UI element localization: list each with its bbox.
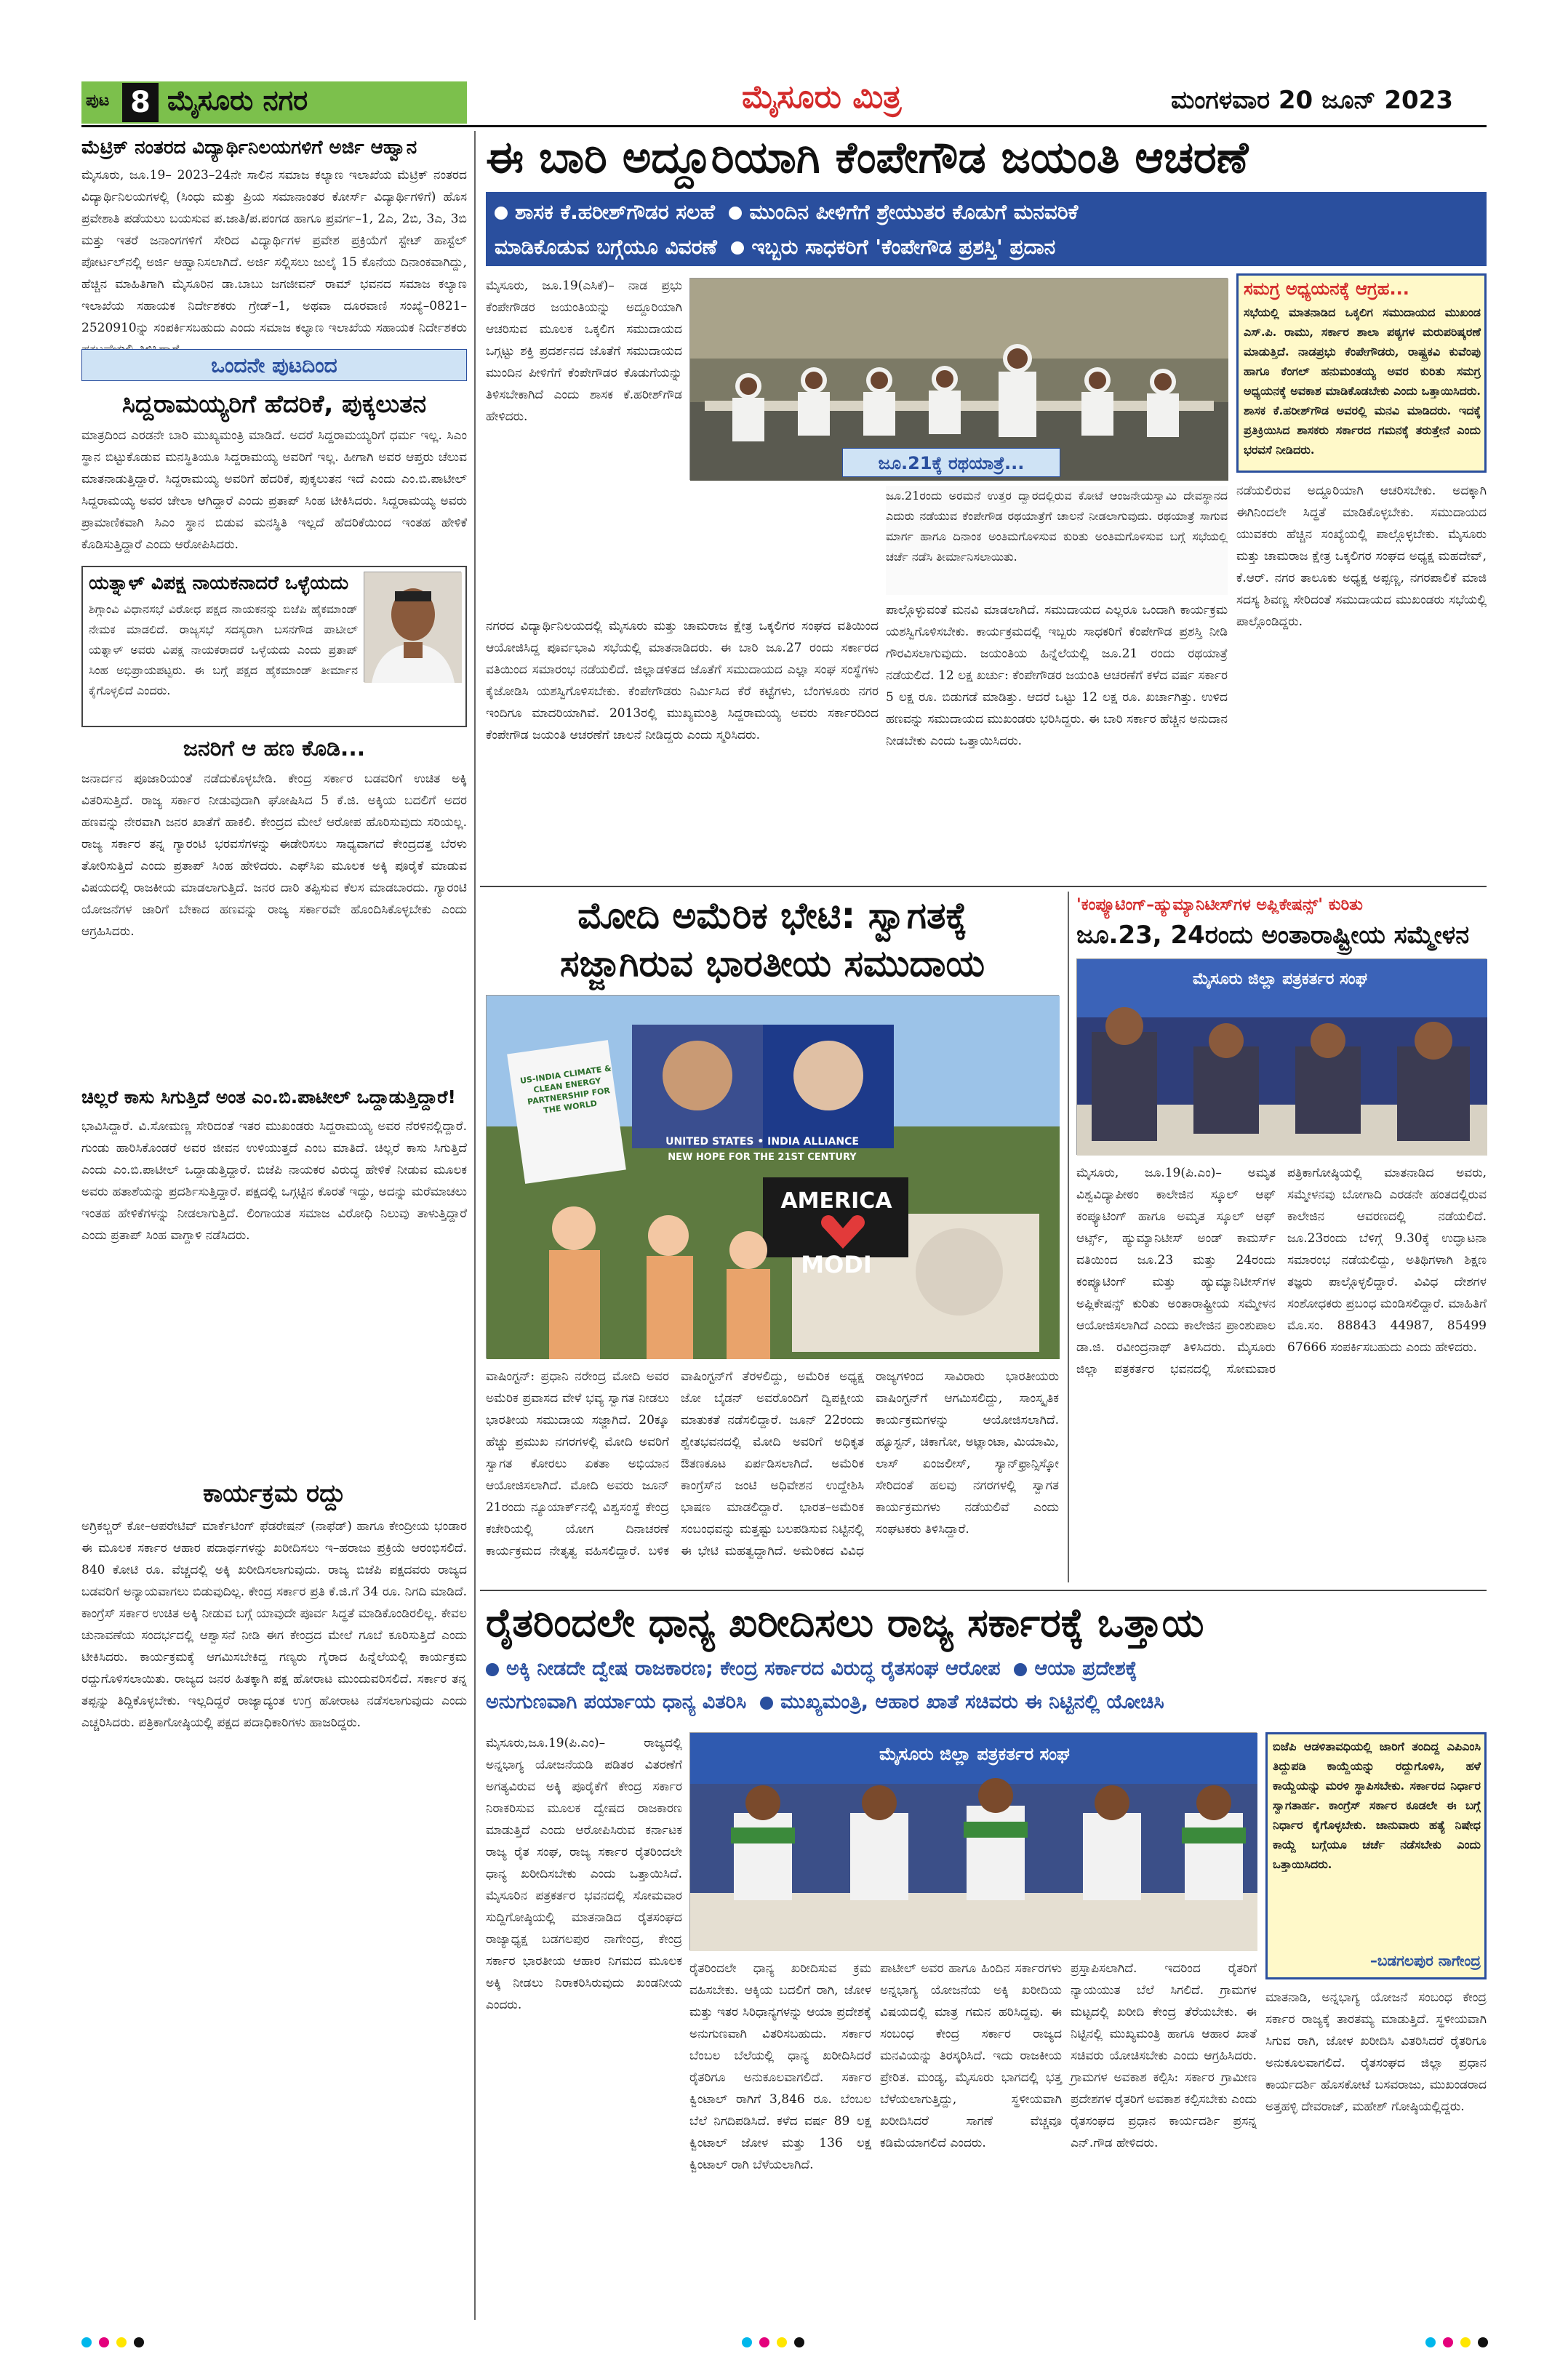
registration-dot-magenta <box>99 2337 109 2347</box>
story6-body: ಅಗ್ರಿಕಲ್ಚರ್ ಕೋ–ಆಪರೇಟಿವ್ ಮಾರ್ಕೆಟಿಂಗ್ ಫೆಡರೇಷನ್ (ನಾಫೆಡ್) ಹಾಗೂ ಕೇಂದ್ರೀಯ ಭಂಡಾರ ಈ ಮೂಲಕ ಸರ್ಕಾರ ಆಹಾರ ಪದಾರ್ಥಗಳನ್ನು ಖರೀದಿಸಲು ಇ–ಹರಾಜು ಪ್ರಕ್ರಿಯೆ ಆರಂಭಿಸಲಿದೆ. 840 ಕೋಟಿ ರೂ. ವೆಚ್ಚದಲ್ಲಿ ಅಕ್ಕಿ ಖರೀದಿಸಲಾಗುವುದು. ರಾಜ್ಯ ಬಿಜೆಪಿ ಪಕ್ಷದವರು ರಾಜ್ಯದ ಬಡವರಿಗೆ ಅನ್ಯಾಯವಾಗಲು ಬಿಡುವುದಿಲ್ಲ. ಕೇಂದ್ರ ಸರ್ಕಾರ ಪ್ರತಿ ಕೆ.ಜಿ.ಗೆ 34 ರೂ. ನಿಗದಿ ಮಾಡಿದೆ. ಕಾಂಗ್ರೆಸ್ ಸರ್ಕಾರ ಉಚಿತ ಅಕ್ಕಿ ನೀಡುವ ಬಗ್ಗೆ ಯಾವುದೇ ಪೂರ್ವ ಸಿದ್ಧತೆ ಮಾಡಿಕೊಂಡಿರಲಿಲ್ಲ. ಕೇವಲ ಚುನಾವಣೆಯ ಸಂದರ್ಭದಲ್ಲಿ ಆಶ್ವಾಸನೆ ನೀಡಿ ಈಗ ಕೇಂದ್ರದ ಮೇಲೆ ಗೂಬೆ ಕೂರಿಸುತ್ತಿದೆ ಎಂದು ಟೀಕಿಸಿದರು. ಕಾರ್ಯಕ್ರಮಕ್ಕೆ ಆಗಮಿಸಬೇಕಿದ್ದ ಗಣ್ಯರು ಗೈರಾದ ಹಿನ್ನೆಲೆಯಲ್ಲಿ ಕಾರ್ಯಕ್ರಮ ರದ್ದುಗೊಳಿಸಲಾಯಿತು. ರಾಜ್ಯದ ಜನರ ಹಿತಕ್ಕಾಗಿ ಪಕ್ಷ ಹೋರಾಟ ಮುಂದುವರಿಸಲಿದೆ. ಸರ್ಕಾರ ತನ್ನ ತಪ್ಪನ್ನು ತಿದ್ದಿಕೊಳ್ಳಬೇಕು. ಇಲ್ಲದಿದ್ದರೆ ರಾಜ್ಯಾದ್ಯಂತ ಉಗ್ರ ಹೋರಾಟ ನಡೆಸಲಾಗುವುದು ಎಂದು ಎಚ್ಚರಿಸಿದರು. ಪತ್ರಿಕಾಗೋಷ್ಠಿಯಲ್ಲಿ ಪಕ್ಷದ ಪದಾಧಿಕಾರಿಗಳು ಹಾಜರಿದ್ದರು. <box>81 1519 467 1730</box>
farmer-photo-banner: ಮೈಸೂರು ಜಿಲ್ಲಾ ಪತ್ರಕರ್ತರ ಸಂಘ <box>879 1744 1070 1764</box>
newspaper-logo: ಮೈಸೂರು ಮಿತ್ರ <box>742 79 902 116</box>
registration-dot-black <box>134 2337 144 2347</box>
placard-america: AMERICA <box>780 1188 892 1214</box>
story3-headline: ಯತ್ನಾಳ್ ವಿಪಕ್ಷ ನಾಯಕನಾದರೆ ಒಳ್ಳೆಯದು <box>89 572 349 594</box>
farmer-col2: ರೈತರಿಂದಲೇ ಧಾನ್ಯ ಖರೀದಿಸುವ ಕ್ರಮ ವಹಿಸಬೇಕು. ಆಕ್ಕಿಯ ಬದಲಿಗೆ ರಾಗಿ, ಜೋಳ ಮತ್ತು ಇತರ ಸಿರಿಧಾನ್ಯಗಳನ್ನು ಆಯಾ ಪ್ರದೇಶಕ್ಕೆ ಅನುಗುಣವಾಗಿ ವಿತರಿಸಬಹುದು. ಸರ್ಕಾರ ಬೆಂಬಲ ಬೆಲೆಯಲ್ಲಿ ಧಾನ್ಯ ಖರೀದಿಸಿದರೆ ರೈತರಿಗೂ ಅನುಕೂಲವಾಗಲಿದೆ. ಸರ್ಕಾರ ಕ್ವಿಂಟಾಲ್ ರಾಗಿಗೆ 3,846 ರೂ. ಬೆಂಬಲ ಬೆಲೆ ನಿಗದಿಪಡಿಸಿದೆ. ಕಳೆದ ವರ್ಷ 89 ಲಕ್ಷ ಕ್ವಿಂಟಾಲ್ ಜೋಳ ಮತ್ತು 136 ಲಕ್ಷ ಕ್ವಿಂಟಾಲ್ ರಾಗಿ ಬೆಳೆಯಲಾಗಿದೆ. <box>689 1961 871 2172</box>
top-story-bottom-rule <box>480 886 1487 887</box>
sidebar-tail: ನಡೆಯಲಿರುವ ಅದ್ದೂರಿಯಾಗಿ ಆಚರಿಸಬೇಕು. ಅದಕ್ಕಾಗಿ ಈಗಿನಿಂದಲೇ ಸಿದ್ಧತೆ ಮಾಡಿಕೊಳ್ಳಬೇಕು. ಸಮುದಾಯದ ಯುವಕರು ಹೆಚ್ಚಿನ ಸಂಖ್ಯೆಯಲ್ಲಿ ಪಾಲ್ಗೊಳ್ಳಬೇಕು. ಮೈಸೂರು ಮತ್ತು ಚಾಮರಾಜ ಕ್ಷೇತ್ರ ಒಕ್ಕಲಿಗರ ಸಂಘದ ಅಧ್ಯಕ್ಷ ಮಹದೇವ್, ಕೆ.ಆರ್. ನಗರ ತಾಲೂಕು ಅಧ್ಯಕ್ಷ ಅಪ್ಪಣ್ಣ, ನಗರಪಾಲಿಕೆ ಮಾಜಿ ಸದಸ್ಯ ಶಿವಣ್ಣ ಸೇರಿದಂತೆ ಸಮುದಾಯದ ಮುಖಂಡರು ಸಭೆಯಲ್ಲಿ ಪಾಲ್ಗೊಂಡಿದ್ದರು. <box>1236 484 1487 629</box>
placard-modi: MODI <box>801 1251 872 1278</box>
registration-dot-black-3 <box>1478 2337 1488 2347</box>
registration-dot-yellow <box>116 2337 127 2347</box>
top-story-col3: ಪಾಲ್ಗೊಳ್ಳುವಂತೆ ಮನವಿ ಮಾಡಲಾಗಿದೆ. ಸಮುದಾಯದ ಎಲ್ಲರೂ ಒಂದಾಗಿ ಕಾರ್ಯಕ್ರಮ ಯಶಸ್ವಿಗೊಳಿಸಬೇಕು. ಕಾರ್ಯಕ್ರಮದಲ್ಲಿ ಇಬ್ಬರು ಸಾಧಕರಿಗೆ ಕೆಂಪೇಗೌಡ ಪ್ರಶಸ್ತಿ ನೀಡಿ ಗೌರವಿಸಲಾಗುವುದು. ಜಯಂತಿಯ ಹಿನ್ನೆಲೆಯಲ್ಲಿ ಜೂ.21 ರಂದು ರಥಯಾತ್ರೆ ನಡೆಯಲಿದೆ. 12 ಲಕ್ಷ ಖರ್ಚು: ಕೆಂಪೇಗೌಡರ ಜಯಂತಿ ಆಚರಣೆಗೆ ಕಳೆದ ವರ್ಷ ಸರ್ಕಾರ 5 ಲಕ್ಷ ರೂ. ಬಿಡುಗಡೆ ಮಾಡಿತ್ತು. ಆದರೆ ಒಟ್ಟು 12 ಲಕ್ಷ ರೂ. ಖರ್ಚಾಗಿತ್ತು. ಉಳಿದ ಹಣವನ್ನು ಸಮುದಾಯದ ಮುಖಂಡರು ಭರಿಸಿದ್ದರು. ಈ ಬಾರಿ ಸರ್ಕಾರ ಹೆಚ್ಚಿನ ಅನುದಾನ ನೀಡಬೇಕು ಎಂದು ಒತ್ತಾಯಿಸಿದರು. <box>886 603 1228 748</box>
registration-dot-black-2 <box>794 2337 804 2347</box>
farmer-press-photo <box>689 1732 1257 1950</box>
rally-photo <box>486 995 1059 1358</box>
farmer-deck-item-3: ಮುಖ್ಯಮಂತ್ರಿ, ಆಹಾರ ಖಾತೆ ಸಚಿವರು ಈ ನಿಟ್ಟಿನಲ್ಲಿ ಯೋಚಿಸಿ <box>780 1691 1164 1713</box>
conf-headline: ಜೂ.23, 24ರಂದು ಅಂತಾರಾಷ್ಟ್ರೀಯ ಸಮ್ಮೇಳನ <box>1076 921 1470 950</box>
photo-caption-label: ಜೂ.21ಕ್ಕೆ ರಥಯಾತ್ರೆ... <box>842 448 1060 477</box>
story6-headline: ಕಾರ್ಯಕ್ರಮ ರದ್ದು <box>202 1479 346 1508</box>
front-page-strip: ಒಂದನೇ ಪುಟದಿಂದ <box>81 349 467 381</box>
top-story-intro: ಮೈಸೂರು, ಜೂ.19(ಎಸಿಕೆ)– ನಾಡ ಪ್ರಭು ಕೆಂಪೇಗೌಡರ ಜಯಂತಿಯನ್ನು ಅದ್ದೂರಿಯಾಗಿ ಆಚರಿಸುವ ಮೂಲಕ ಒಕ್ಕಲಿಗ ಸಮುದಾಯದ ಒಗ್ಗಟ್ಟು ಶಕ್ತಿ ಪ್ರದರ್ಶನದ ಜೊತೆಗೆ ಸಮುದಾಯದ ಮುಂದಿನ ಪೀಳಿಗೆಗೆ ಕೆಂಪೇಗೌಡರ ಕೊಡುಗೆಯನ್ನು ತಿಳಿಸಬೇಕಾಗಿದೆ ಎಂದು ಶಾಸಕ ಕೆ.ಹರೀಶ್‌ಗೌಡ ಹೇಳಿದರು. <box>486 279 682 424</box>
farmer-col3: ಪಾಟೀಲ್ ಅವರ ಹಾಗೂ ಹಿಂದಿನ ಸರ್ಕಾರಗಳು ಅನ್ನಭಾಗ್ಯ ಯೋಜನೆಯ ಅಕ್ಕಿ ಖರೀದಿಯ ವಿಷಯದಲ್ಲಿ ಮಾತ್ರ ಗಮನ ಹರಿಸಿದ್ದವು. ಈ ಸಂಬಂಧ ಕೇಂದ್ರ ಸರ್ಕಾರ ರಾಜ್ಯದ ಮನವಿಯನ್ನು ತಿರಸ್ಕರಿಸಿದೆ. ಇದು ರಾಜಕೀಯ ಪ್ರೇರಿತ. ಮಂಡ್ಯ, ಮೈಸೂರು ಭಾಗದಲ್ಲಿ ಭತ್ತ ಬೆಳೆಯಲಾಗುತ್ತಿದ್ದು, ಸ್ಥಳೀಯವಾಗಿ ಖರೀದಿಸಿದರೆ ಸಾಗಣೆ ವೆಚ್ಚವೂ ಕಡಿಮೆಯಾಗಲಿದೆ ಎಂದರು. <box>880 1961 1062 2150</box>
conf-kicker: 'ಕಂಪ್ಯೂಟಿಂಗ್–ಹ್ಯುಮ್ಯಾನಿಟೀಸ್‌ಗಳ ಅಪ್ಲಿಕೇಷನ್ಸ್' ಕುರಿತು <box>1076 896 1363 914</box>
top-story-caption-text: ಜೂ.21ರಂದು ಅರಮನೆ ಉತ್ತರ ದ್ವಾರದಲ್ಲಿರುವ ಕೋಟೆ ಆಂಜನೇಯಸ್ವಾಮಿ ದೇವಸ್ಥಾನದ ಎದುರು ನಡೆಯುವ ಕೆಂಪೇಗೌಡ ರಥಯಾತ್ರೆಗೆ ಚಾಲನೆ ನೀಡಲಾಗುವುದು. ರಥಯಾತ್ರೆ ಸಾಗುವ ಮಾರ್ಗ ಹಾಗೂ ದಿನಾಂಕ ಅಂತಿಮಗೊಳಿಸುವ ಕುರಿತು ಅಂತಿಮಗೊಳಿಸುವ ಬಗ್ಗೆ ಸಭೆಯಲ್ಲಿ ಚರ್ಚೆ ನಡೆಸಿ ತೀರ್ಮಾನಿಸಲಾಯಿತು. <box>886 486 1228 595</box>
modi-headline-line1: ಮೋದಿ ಅಮೆರಿಕ ಭೇಟಿ: ಸ್ವಾಗತಕ್ಕೆ <box>577 894 967 937</box>
banner-subtext: NEW HOPE FOR THE 21ST CENTURY <box>668 1152 857 1163</box>
story3-body: ಶಿಗ್ಗಾಂವಿ ವಿಧಾನಸಭೆ ವಿರೋಧ ಪಕ್ಷದ ನಾಯಕನನ್ನು ಬಿಜೆಪಿ ಹೈಕಮಾಂಡ್ ನೇಮಕ ಮಾಡಲಿದೆ. ರಾಜ್ಯಸಭೆ ಸದಸ್ಯರಾಗಿ ಬಸನಗೌಡ ಪಾಟೀಲ್ ಯತ್ನಾಳ್ ಅವರು ವಿಪಕ್ಷ ನಾಯಕರಾದರೆ ಒಳ್ಳೆಯದು ಎಂದು ಪ್ರತಾಪ್ ಸಿಂಹ ಅಭಿಪ್ರಾಯಪಟ್ಟರು. ಈ ಬಗ್ಗೆ ಪಕ್ಷದ ಹೈಕಮಾಂಡ್ ತೀರ್ಮಾನ ಕೈಗೊಳ್ಳಲಿದೆ ಎಂದರು. <box>89 602 358 697</box>
registration-dot-cyan-3 <box>1425 2337 1436 2347</box>
masthead-rule <box>81 125 1487 127</box>
page-label: ಪುಟ <box>86 92 110 110</box>
sidebar-headline: ಸಮಗ್ರ ಅಧ್ಯಯನಕ್ಕೆ ಆಗ್ರಹ... <box>1244 279 1409 299</box>
registration-dot-cyan <box>81 2337 92 2347</box>
issue-date: ಮಂಗಳವಾರ 20 ಜೂನ್ 2023 <box>1171 86 1453 115</box>
story1-headline: ಮೆಟ್ರಿಕ್ ನಂತರದ ವಿದ್ಯಾರ್ಥಿನಿಲಯಗಳಿಗೆ ಅರ್ಜಿ ಆಹ್ವಾನ <box>81 137 417 159</box>
farmer-col4: ಪ್ರಸ್ತಾಪಿಸಲಾಗಿದೆ. ಇದರಿಂದ ರೈತರಿಗೆ ನ್ಯಾಯಯುತ ಬೆಲೆ ಸಿಗಲಿದೆ. ಗ್ರಾಮಗಳ ಮಟ್ಟದಲ್ಲಿ ಖರೀದಿ ಕೇಂದ್ರ ತೆರೆಯಬೇಕು. ಈ ನಿಟ್ಟಿನಲ್ಲಿ ಮುಖ್ಯಮಂತ್ರಿ ಹಾಗೂ ಆಹಾರ ಖಾತೆ ಸಚಿವರು ಯೋಚಿಸಬೇಕು ಎಂದು ಆಗ್ರಹಿಸಿದರು. ಗ್ರಾಮಗಳ ಅವಕಾಶ ಕಲ್ಪಿಸಿ: ಸರ್ಕಾರ ಗ್ರಾಮೀಣ ಪ್ರದೇಶಗಳ ರೈತರಿಗೆ ಅವಕಾಶ ಕಲ್ಪಿಸಬೇಕು ಎಂದು ರೈತಸಂಘದ ಪ್ರಧಾನ ಕಾರ್ಯದರ್ಶಿ ಪ್ರಸನ್ನ ಎನ್.ಗೌಡ ಹೇಳಿದರು. <box>1071 1961 1257 2150</box>
farmer-sidebar-tail: ಮಾತನಾಡಿ, ಅನ್ನಭಾಗ್ಯ ಯೋಜನೆ ಸಂಬಂಧ ಕೇಂದ್ರ ಸರ್ಕಾರ ರಾಜ್ಯಕ್ಕೆ ತಾರತಮ್ಯ ಮಾಡುತ್ತಿದೆ. ಸ್ಥಳೀಯವಾಗಿ ಸಿಗುವ ರಾಗಿ, ಜೋಳ ಖರೀದಿಸಿ ವಿತರಿಸಿದರೆ ರೈತರಿಗೂ ಅನುಕೂಲವಾಗಲಿದೆ. ರೈತಸಂಘದ ಜಿಲ್ಲಾ ಪ್ರಧಾನ ಕಾರ್ಯದರ್ಶಿ ಹೊಸಕೋಟೆ ಬಸವರಾಜು, ಮುಖಂಡರಾದ ಅತ್ತಹಳ್ಳಿ ದೇವರಾಜ್, ಮಹೇಶ್ ಗೋಷ್ಠಿಯಲ್ಲಿದ್ದರು. <box>1265 1990 1487 2114</box>
registration-dot-cyan-2 <box>742 2337 752 2347</box>
registration-dot-yellow-2 <box>777 2337 787 2347</box>
farmer-sidebar-signoff: –ಬಡಗಲಪುರ ನಾಗೇಂದ್ರ <box>1369 1952 1481 1969</box>
left-column-divider <box>474 131 476 2320</box>
top-story-col2: ನಗರದ ವಿದ್ಯಾರ್ಥಿನಿಲಯದಲ್ಲಿ ಮೈಸೂರು ಮತ್ತು ಚಾಮರಾಜ ಕ್ಷೇತ್ರ ಒಕ್ಕಲಿಗರ ಸಂಘದ ವತಿಯಿಂದ ಆಯೋಜಿಸಿದ್ದ ಪೂರ್ವಭಾವಿ ಸಭೆಯಲ್ಲಿ ಮಾತನಾಡಿದರು. ಈ ಬಾರಿ ಜೂ.27 ರಂದು ಸರ್ಕಾರದ ವತಿಯಿಂದ ಸಮಾರಂಭ ನಡೆಯಲಿದೆ. ಜಿಲ್ಲಾಡಳಿತದ ಜೊತೆಗೆ ಸಮುದಾಯದ ಎಲ್ಲಾ ಸಂಘ ಸಂಸ್ಥೆಗಳು ಕೈಜೋಡಿಸಿ ಯಶಸ್ವಿಗೊಳಿಸಬೇಕು. ಕೆಂಪೇಗೌಡರು ನಿರ್ಮಿಸಿದ ಕೆರೆ ಕಟ್ಟೆಗಳು, ಬೆಂಗಳೂರು ನಗರ ಇಂದಿಗೂ ಮಾದರಿಯಾಗಿವೆ. 2013ರಲ್ಲಿ ಮುಖ್ಯಮಂತ್ರಿ ಸಿದ್ದರಾಮಯ್ಯ ಅವರು ಸರ್ಕಾರದಿಂದ ಕೆಂಪೇಗೌಡ ಜಯಂತಿ ಆಚರಣೆಗೆ ಚಾಲನೆ ನೀಡಿದ್ದರು ಎಂದು ಸ್ಮರಿಸಿದರು. <box>486 619 879 742</box>
story5-headline: ಚಿಲ್ಲರೆ ಕಾಸು ಸಿಗುತ್ತಿದೆ ಅಂತ ಎಂ.ಬಿ.ಪಾಟೀಲ್ ಒದ್ದಾಡುತ್ತಿದ್ದಾರೆ! <box>81 1086 456 1108</box>
story1-body: ಮೈಸೂರು, ಜೂ.19– 2023–24ನೇ ಸಾಲಿನ ಸಮಾಜ ಕಲ್ಯಾಣ ಇಲಾಖೆಯ ಮೆಟ್ರಿಕ್ ನಂತರದ ವಿದ್ಯಾರ್ಥಿನಿಲಯಗಳಲ್ಲಿ (ಸಿಂಧು ಮತ್ತು ಪ್ರಿಯ ಸಮಾನಾಂತರ ಕೋರ್ಸ್ ವಿದ್ಯಾರ್ಥಿಗಳಿಗೆ) ಹೊಸ ಪ್ರವೇಶಾತಿ ಪಡೆಯಲು ಬಯಸುವ ಪ.ಜಾತಿ/ಪ.ಪಂಗಡ ಹಾಗೂ ಪ್ರವರ್ಗ–1, 2ಎ, 2ಬಿ, 3ಎ, 3ಬಿ ಮತ್ತು ಇತರೆ ಜನಾಂಗಗಳಿಗೆ ಸೇರಿದ ವಿದ್ಯಾರ್ಥಿಗಳ ಪ್ರವೇಶ ಪ್ರಕ್ರಿಯೆಗೆ ಸ್ಟೇಟ್ ಹಾಸ್ಟೆಲ್ ಪೋರ್ಟಲ್‌ನಲ್ಲಿ ಅರ್ಜಿ ಆಹ್ವಾನಿಸಲಾಗಿದೆ. ಅರ್ಜಿ ಸಲ್ಲಿಸಲು ಜುಲೈ 15 ಕೊನೆಯ ದಿನಾಂಕವಾಗಿದ್ದು, ಹೆಚ್ಚಿನ ಮಾಹಿತಿಗಾಗಿ ಮೈಸೂರಿನ ಡಾ.ಬಾಬು ಜಗಜೀವನ್ ರಾಮ್ ಭವನದ ಸಮಾಜ ಕಲ್ಯಾಣ ಇಲಾಖೆಯ ಸಹಾಯಕ ನಿರ್ದೇಶಕರು ಗ್ರೇಡ್–1, ಅಥವಾ ದೂರವಾಣಿ ಸಂಖ್ಯೆ–0821–2520910ನ್ನು ಸಂಪರ್ಕಿಸಬಹುದು ಎಂದು ಸಮಾಜ ಕಲ್ಯಾಣ ಇಲಾಖೆಯ ಸಹಾಯಕ ನಿರ್ದೇಶಕರು <box>81 168 467 335</box>
top-story-headline: ಈ ಬಾರಿ ಅದ್ದೂರಿಯಾಗಿ ಕೆಂಪೇಗೌಡ ಜಯಂತಿ ಆಚರಣೆ <box>486 132 1249 183</box>
farmer-deck <box>486 1652 1487 1722</box>
modi-story-body: ವಾಷಿಂಗ್ಟನ್: ಪ್ರಧಾನಿ ನರೇಂದ್ರ ಮೋದಿ ಅವರ ಅಮೆರಿಕ ಪ್ರವಾಸದ ವೇಳೆ ಭವ್ಯ ಸ್ವಾಗತ ನೀಡಲು ಭಾರತೀಯ ಸಮುದಾಯ ಸಜ್ಜಾಗಿದೆ. 20ಕ್ಕೂ ಹೆಚ್ಚು ಪ್ರಮುಖ ನಗರಗಳಲ್ಲಿ ಮೋದಿ ಅವರಿಗೆ ಸ್ವಾಗತ ಕೋರಲು ಏಕತಾ ಅಭಿಯಾನ ಆಯೋಜಿಸಲಾಗಿದೆ. ಮೋದಿ ಅವರು ಜೂನ್ 21ರಂದು ನ್ಯೂಯಾರ್ಕ್‌ನಲ್ಲಿ ವಿಶ್ವಸಂಸ್ಥೆ ಕೇಂದ್ರ ಕಚೇರಿಯಲ್ಲಿ ಯೋಗ ದಿನಾಚರಣೆ ಕಾರ್ಯಕ್ರಮದ ನೇತೃತ್ವ ವಹಿಸಲಿದ್ದಾರೆ. ಬಳಿಕ ವಾಷಿಂಗ್ಟನ್‌ಗೆ ತೆರಳಲಿದ್ದು, ಅಮೆರಿಕ ಅಧ್ಯಕ್ಷ ಜೋ ಬೈಡನ್ ಅವರೊಂದಿಗೆ ದ್ವಿಪಕ್ಷೀಯ ಮಾತುಕತೆ ನಡೆಸಲಿದ್ದಾರೆ. ಜೂನ್ 22ರಂದು ಶ್ವೇತಭವನದಲ್ಲಿ ಮೋದಿ ಅವರಿಗೆ ಅಧಿಕೃತ ಔತಣಕೂಟ ಏರ್ಪಡಿಸಲಾಗಿದೆ. ಅಮೆರಿಕ ಕಾಂಗ್ರೆಸ್‌ನ ಜಂಟಿ ಅಧಿವೇಶನ ಉದ್ದೇಶಿಸಿ ಭಾಷಣ ಮಾಡಲಿದ್ದಾರೆ. ಭಾರತ–ಅಮೆರಿಕ ಸಂಬಂಧವನ್ನು ಮತ್ತಷ್ಟು ಬಲಪಡಿಸುವ ನಿಟ್ಟಿನಲ್ಲಿ ಈ ಭೇಟಿ ಮಹತ್ವದ್ದಾಗಿದೆ. ಅಮೆರಿಕದ ವಿವಿಧ ರಾಜ್ಯಗಳಿಂದ ಸಾವಿರಾರು ಭಾರತೀಯರು ವಾಷಿಂಗ್ಟನ್‌ಗೆ ಆಗಮಿಸಲಿದ್ದು, ಸಾಂಸ್ಕೃತಿಕ ಕಾರ್ಯಕ್ರಮಗಳನ್ನು ಆಯೋಜಿಸಲಾಗಿದೆ. ಹ್ಯೂಸ್ಟನ್, ಚಿಕಾಗೋ, ಅಟ್ಲಾಂಟಾ, ಮಿಯಾಮಿ, ಲಾಸ್ ಏಂಜಲೀಸ್, ಸ್ಯಾನ್‌ಫ್ರಾನ್ಸಿಸ್ಕೋ ಸೇರಿದಂತೆ ಹಲವು ನಗರಗಳಲ್ಲಿ ಸ್ವಾಗತ ಕಾರ್ಯಕ್ರಮಗಳು ನಡೆಯಲಿವೆ ಎಂದು ಸಂಘಟಕರು ತಿಳಿಸಿದ್ದಾರೆ. <box>486 1369 1059 1558</box>
section-title: ಮೈಸೂರು ನಗರ <box>167 84 308 116</box>
story4-body: ಜನಾರ್ದನ ಪೂಜಾರಿಯಂತೆ ನಡೆದುಕೊಳ್ಳಬೇಡಿ. ಕೇಂದ್ರ ಸರ್ಕಾರ ಬಡವರಿಗೆ ಉಚಿತ ಅಕ್ಕಿ ವಿತರಿಸುತ್ತಿದೆ. ರಾಜ್ಯ ಸರ್ಕಾರ ನೀಡುವುದಾಗಿ ಘೋಷಿಸಿದ 5 ಕೆ.ಜಿ. ಅಕ್ಕಿಯ ಬದಲಿಗೆ ಅದರ ಹಣವನ್ನು ನೇರವಾಗಿ ಜನರ ಖಾತೆಗೆ ಹಾಕಲಿ. ಕೇಂದ್ರದ ಮೇಲೆ ಆರೋಪ ಹೊರಿಸುವುದು ಸರಿಯಲ್ಲ. ರಾಜ್ಯ ಸರ್ಕಾರ ತನ್ನ ಗ್ಯಾರಂಟಿ ಭರವಸೆಗಳನ್ನು ಈಡೇರಿಸಲು ಸಾಧ್ಯವಾಗದೆ ಕೇಂದ್ರದತ್ತ ಬೆರಳು ತೋರಿಸುತ್ತಿದೆ ಎಂದು ಪ್ರತಾಪ್ ಸಿಂಹ ಹೇಳಿದರು. ಎಫ್‌ಸಿಐ ಮೂಲಕ ಅಕ್ಕಿ ಪೂರೈಕೆ ಮಾಡುವ ವಿಷಯದಲ್ಲಿ ರಾಜಕೀಯ ಮಾಡಲಾಗುತ್ತಿದೆ. ಜನರ ದಾರಿ ತಪ್ಪಿಸುವ ಕೆಲಸ ಮಾಡಬಾರದು. ಗ್ಯಾರಂಟಿ ಯೋಜನೆಗಳ ಜಾರಿಗೆ ಬೇಕಾದ ಹಣವನ್ನು ರಾಜ್ಯ ಸರ್ಕಾರವೇ ಹೊಂದಿಸಿಕೊಳ್ಳಬೇಕು ಎಂದು ಆಗ್ರಹಿಸಿದರು. <box>81 772 467 939</box>
top-story-deck <box>486 192 1487 266</box>
story4-headline: ಜನರಿಗೆ ಆ ಹಣ ಕೊಡಿ... <box>183 736 366 761</box>
registration-dot-magenta-3 <box>1443 2337 1453 2347</box>
story2-body: ಮಾತ್ರದಿಂದ ಎರಡನೇ ಬಾರಿ ಮುಖ್ಯಮಂತ್ರಿ ಮಾಡಿದೆ. ಅದರೆ ಸಿದ್ದರಾಮಯ್ಯರಿಗೆ ಧರ್ಮ ಇಲ್ಲ. ಸಿಎಂ ಸ್ಥಾನ ಬಿಟ್ಟುಕೊಡುವ ಮನಸ್ಥಿತಿಯೂ ಸಿದ್ದರಾಮಯ್ಯ ಅವರಿಗೆ ಇಲ್ಲ. ಹೀಗಾಗಿ ಅವರ ಆಪ್ತರು ಚೆಲುವ ಮಾತನಾಡುತ್ತಿದ್ದಾರೆ. ಸಿದ್ದರಾಮಯ್ಯ ಅವರಿಗೆ ಹೆದರಿಕೆ, ಪುಕ್ಕಲುತನ ಇದೆ ಎಂದು ಎಂ.ಬಿ.ಪಾಟೀಲ್ ಸಿದ್ದರಾಮಯ್ಯ ಅವರ ಚೇಲಾ ಆಗಿದ್ದಾರೆ ಎಂದು ಪ್ರತಾಪ್ ಸಿಂಹ ಟೀಕಿಸಿದರು. ಸಿದ್ದರಾಮಯ್ಯ ಅವರು ಪ್ರಾಮಾಣಿಕವಾಗಿ ಸಿಎಂ ಸ್ಥಾನ ಬಿಡುವ ಮನಸ್ಥಿತಿ ಇಲ್ಲದೆ ಹೆದರಿಕೆಯಿಂದ ಇಂತಹ ಹೇಳಿಕೆ ಕೊಡಿಸುತ್ತಿದ್ದಾರೆ ಎಂದು ಆರೋಪಿಸಿದರು. <box>81 428 467 552</box>
deck-item-1: ಶಾಸಕ ಕೆ.ಹರೀಶ್‌ಗೌಡರ ಸಲಹೆ <box>515 200 715 224</box>
farmer-headline: ರೈತರಿಂದಲೇ ಧಾನ್ಯ ಖರೀದಿಸಲು ರಾಜ್ಯ ಸರ್ಕಾರಕ್ಕೆ ಒತ್ತಾಯ <box>486 1600 1204 1646</box>
story2-headline: ಸಿದ್ದರಾಮಯ್ಯರಿಗೆ ಹೆದರಿಕೆ, ಪುಕ್ಕಲುತನ <box>121 390 427 419</box>
modi-conf-divider <box>1068 892 1069 1582</box>
farmer-deck-item-1: ಅಕ್ಕಿ ನೀಡದೇ ದ್ವೇಷ ರಾಜಕಾರಣ; ಕೇಂದ್ರ ಸರ್ಕಾರದ ವಿರುದ್ಧ ರೈತಸಂಘ ಆರೋಪ <box>506 1657 1001 1680</box>
politician-portrait <box>364 572 461 682</box>
registration-dot-yellow-3 <box>1460 2337 1471 2347</box>
registration-dot-magenta-2 <box>759 2337 769 2347</box>
farmer-deck-item-2: ಆಯಾ ಪ್ರದೇಶಕ್ಕೆ <box>1034 1657 1137 1680</box>
conf-story-body: ಮೈಸೂರು, ಜೂ.19(ಪಿ.ಎಂ)– ಅಮೃತ ವಿಶ್ವವಿದ್ಯಾಪೀಠಂ ಕಾಲೇಜಿನ ಸ್ಕೂಲ್ ಆಫ್ ಕಂಪ್ಯೂಟಿಂಗ್ ಹಾಗೂ ಅಮೃತ ಸ್ಕೂಲ್ ಆಫ್ ಆರ್ಟ್ಸ್, ಹ್ಯುಮ್ಯಾನಿಟೀಸ್ ಅಂಡ್ ಕಾಮರ್ಸ್ ವತಿಯಿಂದ ಜೂ.23 ಮತ್ತು 24ರಂದು ಕಂಪ್ಯೂಟಿಂಗ್ ಮತ್ತು ಹ್ಯುಮ್ಯಾನಿಟೀಸ್‌ಗಳ ಅಪ್ಲಿಕೇಷನ್ಸ್ ಕುರಿತು ಅಂತಾರಾಷ್ಟ್ರೀಯ ಸಮ್ಮೇಳನ ಆಯೋಜಿಸಲಾಗಿದೆ ಎಂದು ಕಾಲೇಜಿನ ಪ್ರಾಂಶುಪಾಲ ಡಾ.ಜಿ. ರವೀಂದ್ರನಾಥ್ ತಿಳಿಸಿದರು. ಮೈಸೂರು ಜಿಲ್ಲಾ ಪತ್ರಕರ್ತರ ಭವನದಲ್ಲಿ ಸೋಮವಾರ ಪತ್ರಿಕಾಗೋಷ್ಠಿಯಲ್ಲಿ ಮಾತನಾಡಿದ ಅವರು, ಸಮ್ಮೇಳನವು ಬೋಗಾದಿ ಎರಡನೇ ಹಂತದಲ್ಲಿರುವ ಕಾಲೇಜಿನ ಆವರಣದಲ್ಲಿ ನಡೆಯಲಿದೆ. ಜೂ.23ರಂದು ಬೆಳಿಗ್ಗೆ 9.30ಕ್ಕೆ ಉದ್ಘಾಟನಾ ಸಮಾರಂಭ ನಡೆಯಲಿದ್ದು, ಅತಿಥಿಗಳಾಗಿ ಶಿಕ್ಷಣ ತಜ್ಞರು ಪಾಲ್ಗೊಳ್ಳಲಿದ್ದಾರೆ. ವಿವಿಧ ದೇಶಗಳ ಸಂಶೋಧಕರು ಪ್ರಬಂಧ ಮಂಡಿಸಲಿದ್ದಾರೆ. ಮಾಹಿತಿಗೆ ಮೊ.ಸಂ. 88843 44987, 85499 67666 ಸಂಪರ್ಕಿಸಬಹುದು ಎಂದು ಹೇಳಿದರು. <box>1076 1166 1487 1377</box>
conf-photo-banner: ಮೈಸೂರು ಜಿಲ್ಲಾ ಪತ್ರಕರ್ತರ ಸಂಘ <box>1192 970 1368 988</box>
deck-item-2: ಮುಂದಿನ ಪೀಳಿಗೆಗೆ ಶ್ರೇಯುತರ ಕೊಡುಗೆ ಮನವರಿಕೆ <box>749 200 1079 224</box>
deck-item-3: ಇಬ್ಬರು ಸಾಧಕರಿಗೆ 'ಕೆಂಪೇಗೌಡ ಪ್ರಶಸ್ತಿ' ಪ್ರದಾನ <box>751 235 1056 259</box>
deck-item-2-cont: ಮಾಡಿಕೊಡುವ ಬಗ್ಗೆಯೂ ವಿವರಣೆ <box>495 235 717 259</box>
climate-sign-text: US-INDIA CLIMATE & CLEAN ENERGY PARTNERSHIP FOR THE WORLD <box>519 1063 612 1116</box>
banner-text: UNITED STATES • INDIA ALLIANCE <box>665 1136 859 1148</box>
farmer-sidebar-body: ಬಿಜೆಪಿ ಆಡಳಿತಾವಧಿಯಲ್ಲಿ ಜಾರಿಗೆ ತಂದಿದ್ದ ಎಪಿಎಂಸಿ ತಿದ್ದುಪಡಿ ಕಾಯ್ದೆಯನ್ನು ರದ್ದುಗೊಳಿಸಿ, ಹಳೆ ಕಾಯ್ದೆಯನ್ನು ಮರಳಿ ಸ್ಥಾಪಿಸಬೇಕು. ಸರ್ಕಾರದ ನಿರ್ಧಾರ ಸ್ವಾಗತಾರ್ಹ. ಕಾಂಗ್ರೆಸ್ ಸರ್ಕಾರ ಕೂಡಲೇ ಈ ಬಗ್ಗೆ ನಿರ್ಧಾರ ಕೈಗೊಳ್ಳಬೇಕು. ಜಾನುವಾರು ಹತ್ಯೆ ನಿಷೇಧ ಕಾಯ್ದೆ ಬಗ್ಗೆಯೂ ಚರ್ಚೆ ನಡೆಸಬೇಕು ಎಂದು ಒತ್ತಾಯಿಸಿದರು. <box>1273 1740 1481 1871</box>
page-number: 8 <box>130 86 151 119</box>
sidebar-body: ಸಭೆಯಲ್ಲಿ ಮಾತನಾಡಿದ ಒಕ್ಕಲಿಗ ಸಮುದಾಯದ ಮುಖಂಡ ಎಸ್‌.ಪಿ. ರಾಮು, ಸರ್ಕಾರ ಶಾಲಾ ಪಠ್ಯಗಳ ಮರುಪರಿಷ್ಕರಣೆ ಮಾಡುತ್ತಿದೆ. ನಾಡಪ್ರಭು ಕೆಂಪೇಗೌಡರು, ರಾಷ್ಟ್ರಕವಿ ಕುವೆಂಪು ಹಾಗೂ ಕೆಂಗಲ್ ಹನುಮಂತಯ್ಯ ಅವರ ಕುರಿತು ಸಮಗ್ರ ಅಧ್ಯಯನಕ್ಕೆ ಅವಕಾಶ ಮಾಡಿಕೊಡಬೇಕು ಎಂದು ಒತ್ತಾಯಿಸಿದರು. ಶಾಸಕ ಕೆ.ಹರೀಶ್‌ಗೌಡ ಅವರಲ್ಲಿ ಮನವಿ ಮಾಡಿದರು. ಇದಕ್ಕೆ ಪ್ರತಿಕ್ರಿಯಿಸಿದ ಶಾಸಕರು ಸರ್ಕಾರದ ಗಮನಕ್ಕೆ ತರುತ್ತೇನೆ ಎಂದು ಭರವಸೆ ನೀಡಿದರು. <box>1244 305 1481 457</box>
farmer-top-rule <box>480 1590 1487 1591</box>
modi-headline-line2: ಸಜ್ಜಾಗಿರುವ ಭಾರತೀಯ ಸಮುದಾಯ <box>559 942 985 985</box>
farmer-col1: ಮೈಸೂರು,ಜೂ.19(ಪಿ.ಎಂ)– ರಾಜ್ಯದಲ್ಲಿ ಅನ್ನಭಾಗ್ಯ ಯೋಜನೆಯಡಿ ಪಡಿತರ ವಿತರಣೆಗೆ ಅಗತ್ಯವಿರುವ ಅಕ್ಕಿ ಪೂರೈಕೆಗೆ ಕೇಂದ್ರ ಸರ್ಕಾರ ನಿರಾಕರಿಸುವ ಮೂಲಕ ದ್ವೇಷದ ರಾಜಕಾರಣ ಮಾಡುತ್ತಿದೆ ಎಂದು ಆರೋಪಿಸಿರುವ ಕರ್ನಾಟಕ ರಾಜ್ಯ ರೈತ ಸಂಘ, ರಾಜ್ಯ ಸರ್ಕಾರ ರೈತರಿಂದಲೇ ಧಾನ್ಯ ಖರೀದಿಸಬೇಕು ಎಂದು ಒತ್ತಾಯಿಸಿದೆ. ಮೈಸೂರಿನ ಪತ್ರಕರ್ತರ ಭವನದಲ್ಲಿ ಸೋಮವಾರ ಸುದ್ದಿಗೋಷ್ಠಿಯಲ್ಲಿ ಮಾತನಾಡಿದ ರೈತಸಂಘದ ರಾಜ್ಯಾಧ್ಯಕ್ಷ ಬಡಗಲಪುರ ನಾಗೇಂದ್ರ, ಕೇಂದ್ರ ಸರ್ಕಾರ ಭಾರತೀಯ ಆಹಾರ ನಿಗಮದ ಮೂಲಕ ಅಕ್ಕಿ ನೀಡಲು ನಿರಾಕರಿಸಿರುವುದು ಖಂಡನೀಯ ಎಂದರು. <box>486 1736 682 2012</box>
farmer-deck-item-2-cont: ಅನುಗುಣವಾಗಿ ಪರ್ಯಾಯ ಧಾನ್ಯ ವಿತರಿಸಿ <box>486 1691 747 1713</box>
story5-body: ಭಾವಿಸಿದ್ದಾರೆ. ವಿ.ಸೋಮಣ್ಣ ಸೇರಿದಂತೆ ಇತರ ಮುಖಂಡರು ಸಿದ್ದರಾಮಯ್ಯ ಅವರ ನೆರಳಿನಲ್ಲಿದ್ದಾರೆ. ಗುಂಡು ಹಾರಿಸಿಕೊಂಡರೆ ಅವರ ಜೀವನ ಉಳಿಯುತ್ತದೆ ಎಂಬ ಮಾತಿದೆ. ಚಿಲ್ಲರೆ ಕಾಸು ಸಿಗುತ್ತಿದೆ ಎಂದು ಎಂ.ಬಿ.ಪಾಟೀಲ್ ಒದ್ದಾಡುತ್ತಿದ್ದಾರೆ. ಬಿಜೆಪಿ ನಾಯಕರ ವಿರುದ್ಧ ಹೇಳಿಕೆ ನೀಡುವ ಮೂಲಕ ಅವರು ಹತಾಶೆಯನ್ನು ಪ್ರದರ್ಶಿಸುತ್ತಿದ್ದಾರೆ. ಪಕ್ಷದಲ್ಲಿ ಒಗ್ಗಟ್ಟಿನ ಕೊರತೆ ಇದ್ದು, ಅದನ್ನು ಮರೆಮಾಚಲು ಇಂತಹ ಹೇಳಿಕೆಗಳನ್ನು ನೀಡಲಾಗುತ್ತಿದೆ. ಲಿಂಗಾಯತ ಸಮಾಜ ವಿರೋಧಿ ನಿಲುವು ತಾಳುತ್ತಿದ್ದಾರೆ ಎಂದು ಪ್ರತಾಪ್ ಸಿಂಹ ವಾಗ್ದಾಳಿ ನಡೆಸಿದರು. <box>81 1119 467 1243</box>
